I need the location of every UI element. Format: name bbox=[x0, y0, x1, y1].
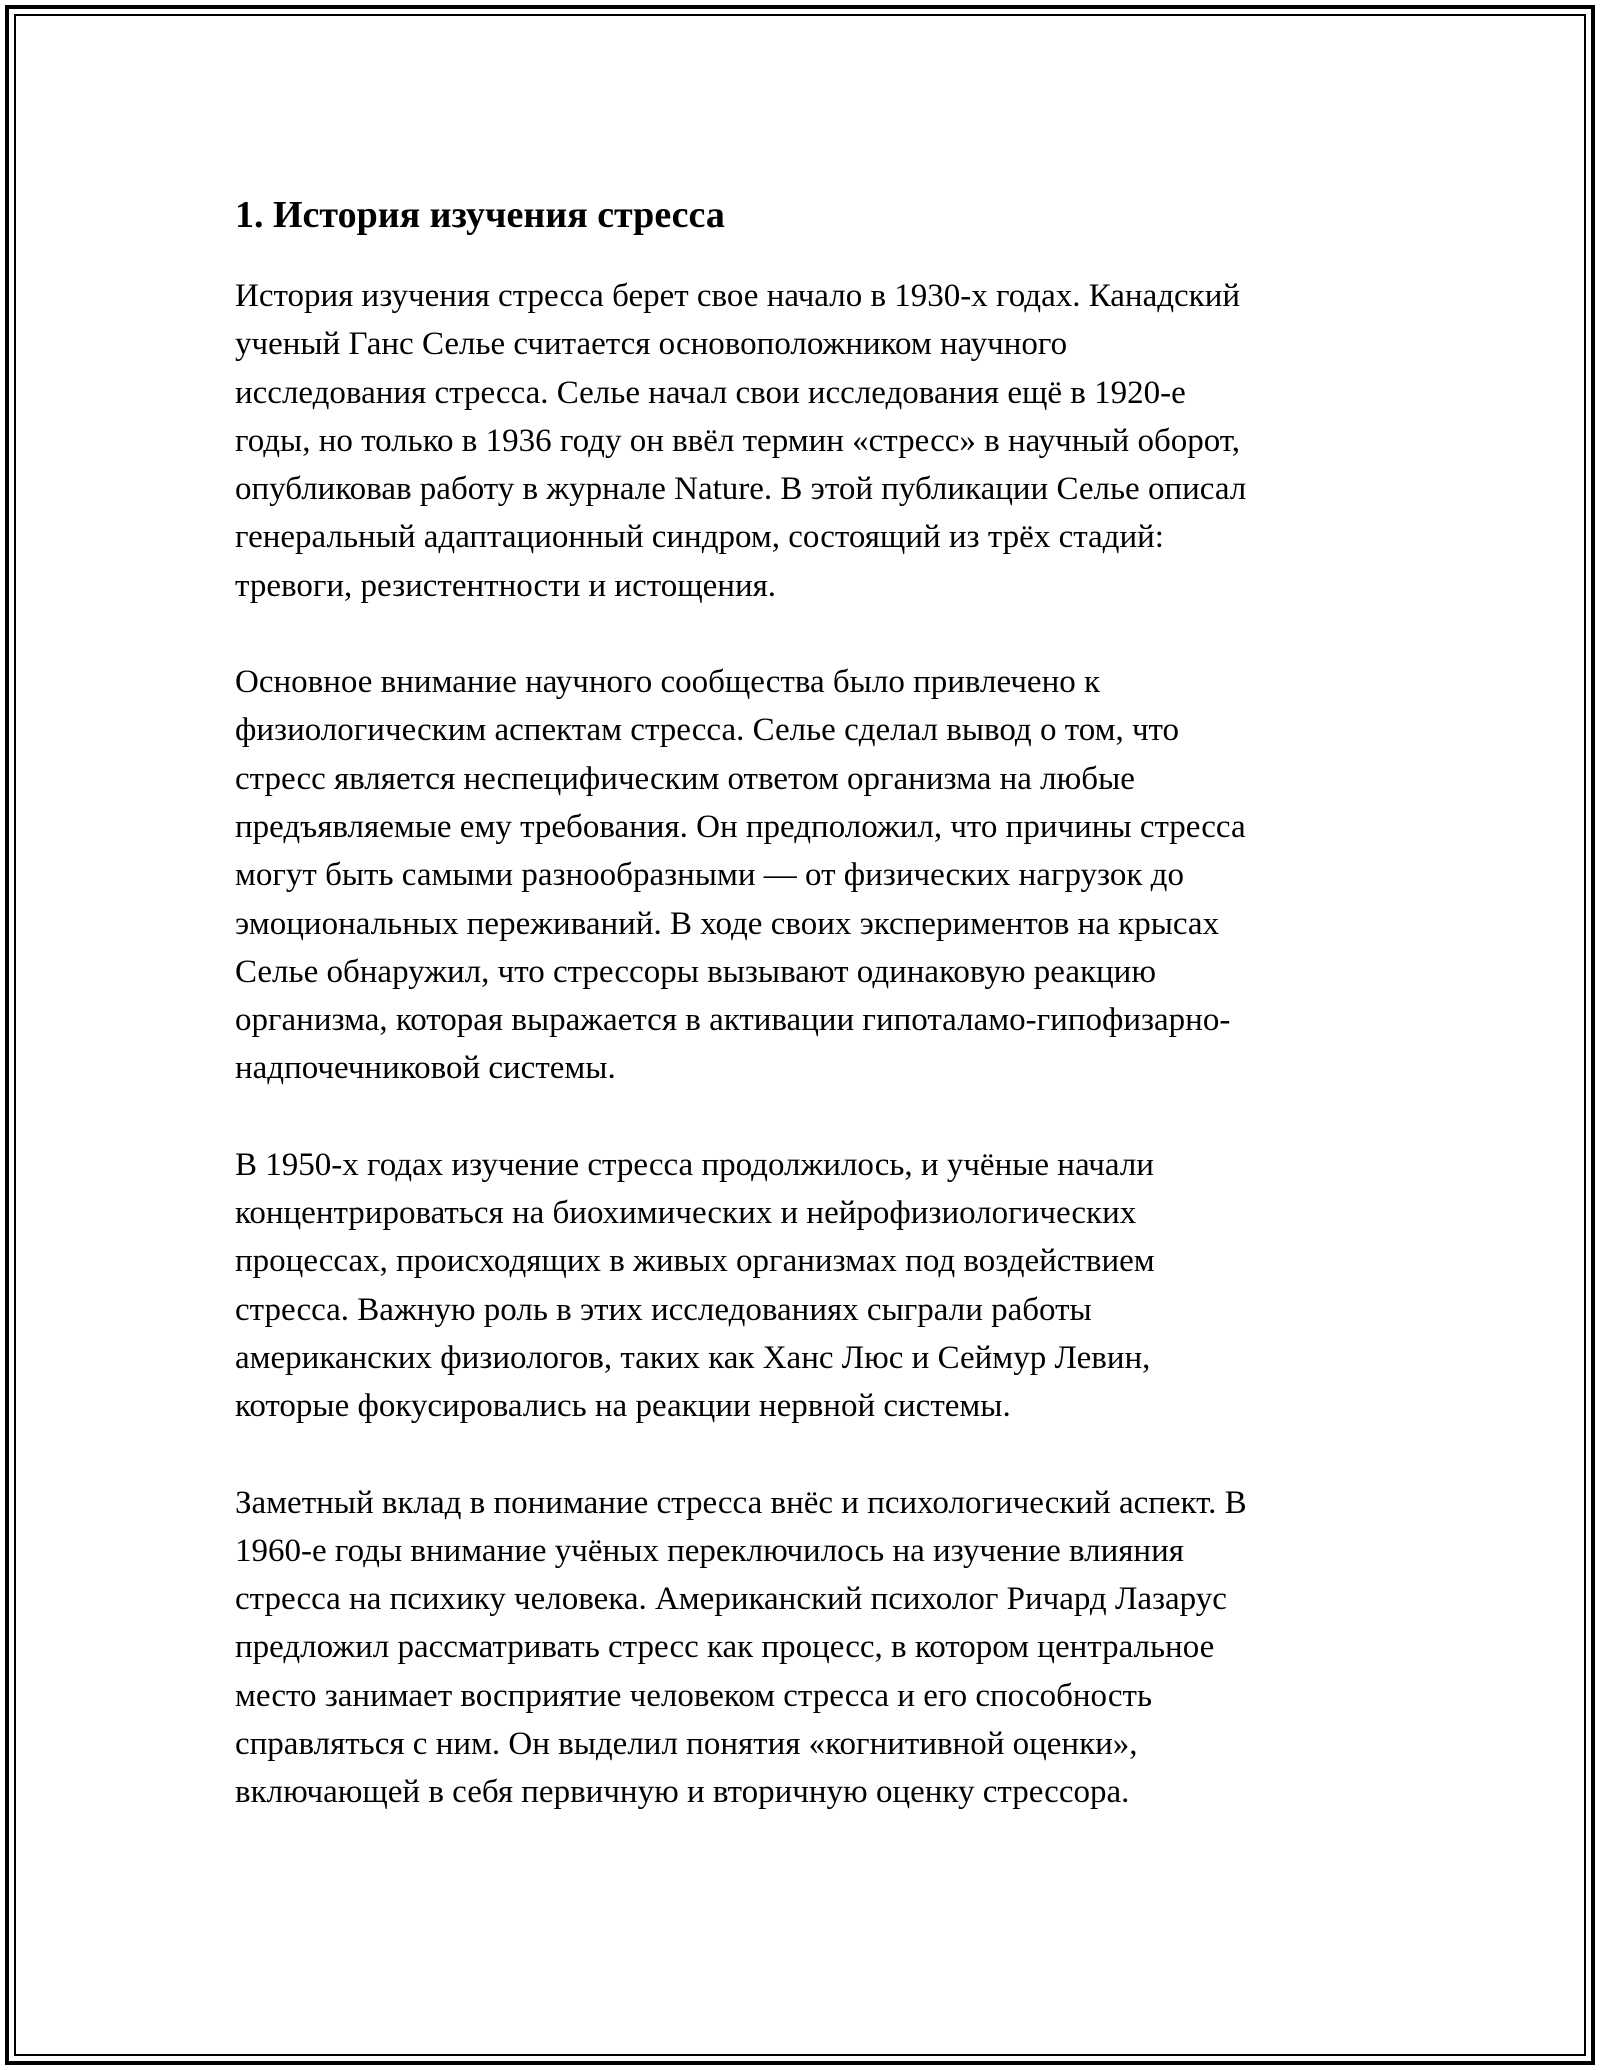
paragraph-line: американских физиологов, таких как Ханс Люс и Сеймур Левин, bbox=[235, 1339, 1151, 1376]
paragraph-line: В 1950-х годах изучение стресса продолжилось, и учёные начали bbox=[235, 1146, 1154, 1183]
paragraph-line: могут быть самыми разнообразными — от физических нагрузок до bbox=[235, 857, 1184, 894]
paragraph bbox=[235, 658, 1395, 1093]
paragraph-line: ученый Ганс Селье считается основоположником научного bbox=[235, 326, 1068, 363]
paragraph-line: процессах, происходящих в живых организмах под воздействием bbox=[235, 1243, 1155, 1280]
paragraph-line: Основное внимание научного сообщества было привлечено к bbox=[235, 664, 1101, 701]
paragraph-line: 1960-е годы внимание учёных переключилось на изучение влияния bbox=[235, 1532, 1184, 1569]
paragraph-line: место занимает восприятие человеком стресса и его способность bbox=[235, 1677, 1152, 1714]
paragraph-line: опубликовав работу в журнале Nature. В этой публикации Селье описал bbox=[235, 471, 1247, 508]
paragraph-line: История изучения стресса берет свое начало в 1930-х годах. Канадский bbox=[235, 278, 1241, 314]
paragraph-line: Селье обнаружил, что стрессоры вызывают одинаковую реакцию bbox=[235, 953, 1156, 990]
paragraph-line: организма, которая выражается в активации гипоталамо-гипофизарно- bbox=[235, 1002, 1231, 1039]
paragraph-line: концентрироваться на биохимических и нейрофизиологических bbox=[235, 1195, 1137, 1232]
paragraph-line: справляться с ним. Он выделил понятия «когнитивной оценки», bbox=[235, 1726, 1138, 1763]
paragraph bbox=[235, 1479, 1395, 1817]
paragraph-line: физиологическим аспектам стресса. Селье сделал вывод о том, что bbox=[235, 712, 1180, 749]
paragraph-line: стресса. Важную роль в этих исследованиях сыграли работы bbox=[235, 1291, 1092, 1328]
paragraph-line: генеральный адаптационный синдром, состоящий из трёх стадий: bbox=[235, 519, 1164, 556]
paragraph-line: исследования стресса. Селье начал свои исследования ещё в 1920-е bbox=[235, 374, 1186, 411]
paragraph-line: предъявляемые ему требования. Он предположил, что причины стресса bbox=[235, 808, 1246, 845]
paragraph-line: которые фокусировались на реакции нервной системы. bbox=[235, 1388, 1011, 1425]
paragraph-line: предложил рассматривать стресс как процесс, в котором центральное bbox=[235, 1629, 1215, 1666]
paragraph-line: тревоги, резистентности и истощения. bbox=[235, 567, 777, 604]
paragraph-line: стресс является неспецифическим ответом организма на любые bbox=[235, 760, 1135, 797]
paragraph bbox=[235, 1141, 1395, 1431]
document-body bbox=[235, 180, 1395, 1865]
section-heading: 1. История изучения стресса bbox=[235, 194, 725, 236]
paragraph-line: Заметный вклад в понимание стресса внёс и психологический аспект. В bbox=[235, 1484, 1247, 1521]
paragraph-line: эмоциональных переживаний. В ходе своих экспериментов на крысах bbox=[235, 905, 1220, 942]
paragraph-line: надпочечниковой системы. bbox=[235, 1050, 616, 1087]
paragraph-line: включающей в себя первичную и вторичную оценку стрессора. bbox=[235, 1774, 1130, 1811]
paragraph-line: годы, но только в 1936 году он ввёл термин «стресс» в научный оборот, bbox=[235, 422, 1240, 459]
paragraph-list bbox=[235, 272, 1395, 1817]
paragraph-line: стресса на психику человека. Американский психолог Ричард Лазарус bbox=[235, 1581, 1227, 1618]
paragraph bbox=[235, 272, 1395, 610]
